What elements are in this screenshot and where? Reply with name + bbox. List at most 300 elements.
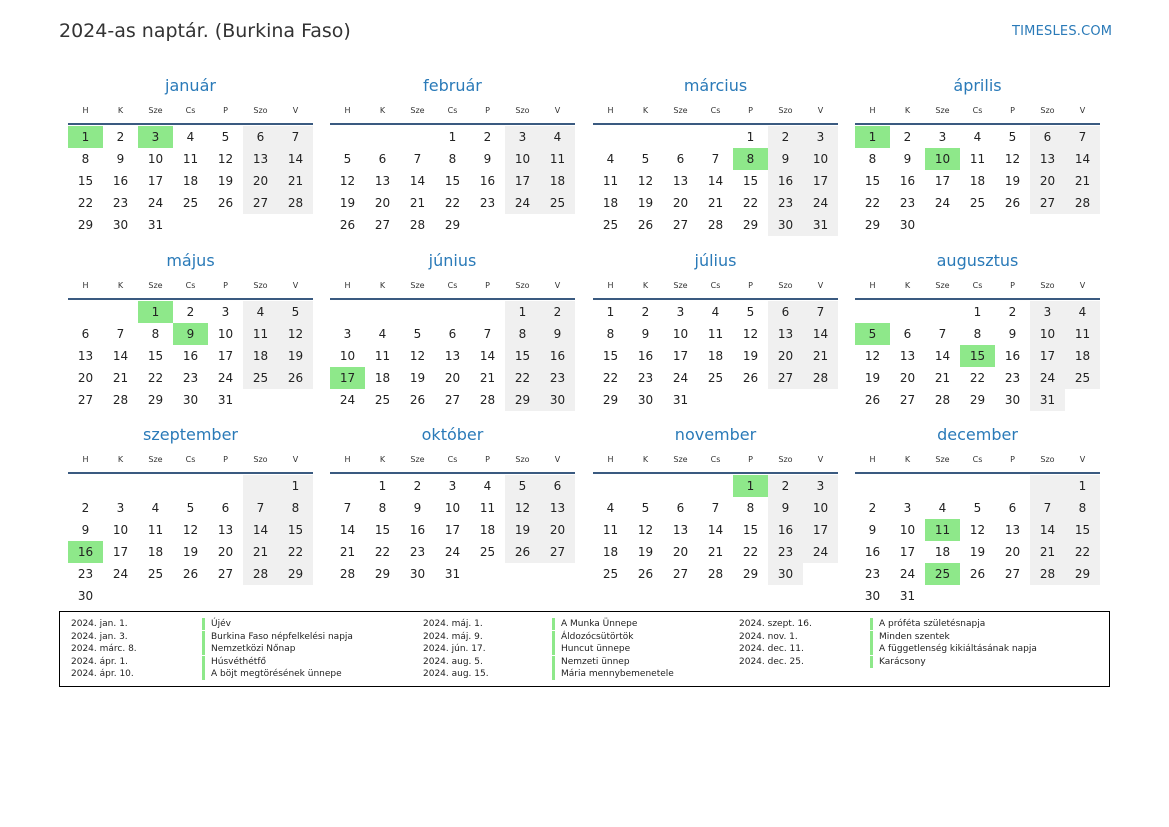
day-cell[interactable]: 16 [68,541,103,563]
day-cell[interactable]: 26 [969,567,986,581]
day-cell[interactable]: 4 [606,152,615,166]
day-cell[interactable]: 31 [672,393,689,407]
day-cell[interactable]: 10 [1030,323,1065,345]
day-cell[interactable]: 1 [278,475,313,497]
day-cell[interactable]: 25 [969,196,986,210]
day-cell[interactable]: 11 [707,327,724,341]
day-cell[interactable]: 24 [934,196,951,210]
day-cell[interactable]: 5 [505,475,540,497]
day-cell[interactable]: 21 [707,196,724,210]
day-cell[interactable]: 26 [637,218,654,232]
day-cell[interactable]: 7 [1065,126,1100,148]
day-cell[interactable]: 12 [1004,152,1021,166]
day-cell[interactable]: 19 [864,371,881,385]
day-cell[interactable]: 29 [147,393,164,407]
day-cell[interactable]: 24 [672,371,689,385]
day-cell[interactable]: 3 [448,479,457,493]
day-cell[interactable]: 22 [742,196,759,210]
day-cell[interactable]: 15 [147,349,164,363]
day-cell[interactable]: 23 [77,567,94,581]
day-cell[interactable]: 26 [742,371,759,385]
day-cell[interactable]: 5 [641,501,650,515]
day-cell[interactable]: 8 [868,152,877,166]
day-cell[interactable]: 15 [444,174,461,188]
day-cell[interactable]: 1 [973,305,982,319]
day-cell[interactable]: 7 [938,327,947,341]
day-cell[interactable]: 31 [147,218,164,232]
day-cell[interactable]: 16 [637,349,654,363]
day-cell[interactable]: 26 [217,196,234,210]
day-cell[interactable]: 16 [409,523,426,537]
day-cell[interactable]: 22 [77,196,94,210]
day-cell[interactable]: 29 [374,567,391,581]
day-cell[interactable]: 2 [768,126,803,148]
day-cell[interactable]: 9 [641,327,650,341]
day-cell[interactable]: 3 [343,327,352,341]
day-cell[interactable]: 16 [768,519,803,541]
day-cell[interactable]: 5 [973,501,982,515]
day-cell[interactable]: 13 [444,349,461,363]
day-cell[interactable]: 1 [448,130,457,144]
day-cell[interactable]: 26 [182,567,199,581]
day-cell[interactable]: 7 [803,301,838,323]
day-cell[interactable]: 25 [1065,367,1100,389]
day-cell[interactable]: 21 [1065,170,1100,192]
day-cell[interactable]: 11 [540,148,575,170]
day-cell[interactable]: 22 [602,371,619,385]
day-cell[interactable]: 31 [803,214,838,236]
day-cell[interactable]: 2 [868,501,877,515]
day-cell[interactable]: 17 [505,170,540,192]
day-cell[interactable]: 17 [672,349,689,363]
day-cell[interactable]: 28 [278,192,313,214]
day-cell[interactable]: 27 [77,393,94,407]
day-cell[interactable]: 8 [973,327,982,341]
day-cell[interactable]: 8 [151,327,160,341]
day-cell[interactable]: 19 [969,545,986,559]
day-cell[interactable]: 3 [221,305,230,319]
day-cell[interactable]: 24 [217,371,234,385]
day-cell[interactable]: 19 [637,196,654,210]
day-cell[interactable]: 13 [1030,148,1065,170]
day-cell[interactable]: 4 [606,501,615,515]
day-cell[interactable]: 9 [903,152,912,166]
day-cell[interactable]: 23 [768,541,803,563]
day-cell[interactable]: 6 [243,126,278,148]
day-cell[interactable]: 21 [707,545,724,559]
day-cell[interactable]: 6 [221,501,230,515]
day-cell[interactable]: 6 [768,301,803,323]
day-cell[interactable]: 2 [116,130,125,144]
day-cell[interactable]: 18 [602,196,619,210]
day-cell[interactable]: 9 [116,152,125,166]
day-cell[interactable]: 18 [479,523,496,537]
day-cell[interactable]: 29 [505,389,540,411]
day-cell[interactable]: 26 [409,393,426,407]
day-cell[interactable]: 10 [925,148,960,170]
day-cell[interactable]: 23 [540,367,575,389]
day-cell[interactable]: 24 [1030,367,1065,389]
day-cell[interactable]: 18 [182,174,199,188]
day-cell[interactable]: 3 [116,501,125,515]
day-cell[interactable]: 12 [339,174,356,188]
day-cell[interactable]: 11 [147,523,164,537]
day-cell[interactable]: 23 [409,545,426,559]
day-cell[interactable]: 12 [409,349,426,363]
day-cell[interactable]: 13 [77,349,94,363]
day-cell[interactable]: 20 [540,519,575,541]
day-cell[interactable]: 11 [374,349,391,363]
day-cell[interactable]: 13 [899,349,916,363]
day-cell[interactable]: 13 [217,523,234,537]
day-cell[interactable]: 10 [803,497,838,519]
day-cell[interactable]: 25 [602,218,619,232]
day-cell[interactable]: 7 [243,497,278,519]
day-cell[interactable]: 7 [116,327,125,341]
day-cell[interactable]: 20 [768,345,803,367]
day-cell[interactable]: 12 [278,323,313,345]
day-cell[interactable]: 27 [243,192,278,214]
brand-link[interactable]: TIMESLES.COM [1012,24,1113,39]
day-cell[interactable]: 2 [81,501,90,515]
day-cell[interactable]: 9 [1008,327,1017,341]
day-cell[interactable]: 15 [278,519,313,541]
day-cell[interactable]: 23 [899,196,916,210]
day-cell[interactable]: 5 [221,130,230,144]
day-cell[interactable]: 20 [444,371,461,385]
day-cell[interactable]: 27 [540,541,575,563]
day-cell[interactable]: 15 [864,174,881,188]
day-cell[interactable]: 2 [641,305,650,319]
day-cell[interactable]: 5 [186,501,195,515]
day-cell[interactable]: 10 [505,148,540,170]
day-cell[interactable]: 20 [77,371,94,385]
day-cell[interactable]: 23 [182,371,199,385]
day-cell[interactable]: 19 [742,349,759,363]
day-cell[interactable]: 11 [969,152,986,166]
day-cell[interactable]: 9 [768,148,803,170]
day-cell[interactable]: 19 [278,345,313,367]
day-cell[interactable]: 7 [278,126,313,148]
day-cell[interactable]: 29 [1065,563,1100,585]
day-cell[interactable]: 26 [1004,196,1021,210]
day-cell[interactable]: 23 [112,196,129,210]
day-cell[interactable]: 19 [182,545,199,559]
day-cell[interactable]: 30 [182,393,199,407]
day-cell[interactable]: 13 [374,174,391,188]
day-cell[interactable]: 23 [479,196,496,210]
day-cell[interactable]: 3 [903,501,912,515]
day-cell[interactable]: 30 [540,389,575,411]
day-cell[interactable]: 3 [505,126,540,148]
day-cell[interactable]: 22 [1065,541,1100,563]
day-cell[interactable]: 21 [409,196,426,210]
day-cell[interactable]: 26 [278,367,313,389]
day-cell[interactable]: 25 [540,192,575,214]
day-cell[interactable]: 27 [672,218,689,232]
day-cell[interactable]: 7 [413,152,422,166]
day-cell[interactable]: 6 [540,475,575,497]
day-cell[interactable]: 15 [602,349,619,363]
day-cell[interactable]: 3 [803,475,838,497]
day-cell[interactable]: 19 [637,545,654,559]
day-cell[interactable]: 21 [1030,541,1065,563]
day-cell[interactable]: 2 [540,301,575,323]
day-cell[interactable]: 17 [803,519,838,541]
day-cell[interactable]: 31 [1030,389,1065,411]
day-cell[interactable]: 27 [672,567,689,581]
day-cell[interactable]: 4 [1065,301,1100,323]
day-cell[interactable]: 30 [1004,393,1021,407]
day-cell[interactable]: 28 [243,563,278,585]
day-cell[interactable]: 1 [138,301,173,323]
day-cell[interactable]: 14 [479,349,496,363]
day-cell[interactable]: 7 [343,501,352,515]
day-cell[interactable]: 26 [339,218,356,232]
day-cell[interactable]: 14 [112,349,129,363]
day-cell[interactable]: 16 [864,545,881,559]
day-cell[interactable]: 20 [1030,170,1065,192]
day-cell[interactable]: 21 [112,371,129,385]
day-cell[interactable]: 25 [182,196,199,210]
day-cell[interactable]: 15 [742,523,759,537]
day-cell[interactable]: 1 [68,126,103,148]
day-cell[interactable]: 10 [444,501,461,515]
day-cell[interactable]: 12 [864,349,881,363]
day-cell[interactable]: 20 [1004,545,1021,559]
day-cell[interactable]: 15 [1065,519,1100,541]
day-cell[interactable]: 14 [339,523,356,537]
day-cell[interactable]: 8 [505,323,540,345]
day-cell[interactable]: 25 [243,367,278,389]
day-cell[interactable]: 4 [483,479,492,493]
day-cell[interactable]: 18 [602,545,619,559]
day-cell[interactable]: 31 [899,589,916,603]
day-cell[interactable]: 28 [1065,192,1100,214]
day-cell[interactable]: 21 [934,371,951,385]
day-cell[interactable]: 30 [899,218,916,232]
day-cell[interactable]: 19 [339,196,356,210]
day-cell[interactable]: 29 [742,218,759,232]
day-cell[interactable]: 21 [243,541,278,563]
day-cell[interactable]: 1 [1065,475,1100,497]
day-cell[interactable]: 16 [1004,349,1021,363]
day-cell[interactable]: 19 [217,174,234,188]
day-cell[interactable]: 15 [374,523,391,537]
day-cell[interactable]: 27 [444,393,461,407]
day-cell[interactable]: 25 [479,545,496,559]
day-cell[interactable]: 16 [479,174,496,188]
day-cell[interactable]: 18 [934,545,951,559]
day-cell[interactable]: 16 [182,349,199,363]
day-cell[interactable]: 8 [448,152,457,166]
day-cell[interactable]: 3 [803,126,838,148]
day-cell[interactable]: 8 [1065,497,1100,519]
day-cell[interactable]: 18 [707,349,724,363]
day-cell[interactable]: 22 [505,367,540,389]
day-cell[interactable]: 5 [278,301,313,323]
day-cell[interactable]: 6 [1008,501,1017,515]
day-cell[interactable]: 20 [217,545,234,559]
day-cell[interactable]: 31 [444,567,461,581]
day-cell[interactable]: 24 [112,567,129,581]
day-cell[interactable]: 8 [278,497,313,519]
day-cell[interactable]: 11 [182,152,199,166]
day-cell[interactable]: 26 [637,567,654,581]
day-cell[interactable]: 9 [173,323,208,345]
day-cell[interactable]: 27 [899,393,916,407]
day-cell[interactable]: 23 [1004,371,1021,385]
day-cell[interactable]: 28 [409,218,426,232]
day-cell[interactable]: 19 [1004,174,1021,188]
day-cell[interactable]: 1 [855,126,890,148]
day-cell[interactable]: 14 [243,519,278,541]
day-cell[interactable]: 22 [444,196,461,210]
day-cell[interactable]: 17 [147,174,164,188]
day-cell[interactable]: 11 [602,174,619,188]
day-cell[interactable]: 22 [147,371,164,385]
day-cell[interactable]: 14 [278,148,313,170]
day-cell[interactable]: 18 [969,174,986,188]
day-cell[interactable]: 12 [182,523,199,537]
day-cell[interactable]: 9 [868,523,877,537]
day-cell[interactable]: 3 [1030,301,1065,323]
day-cell[interactable]: 25 [707,371,724,385]
day-cell[interactable]: 24 [899,567,916,581]
day-cell[interactable]: 18 [147,545,164,559]
day-cell[interactable]: 28 [112,393,129,407]
day-cell[interactable]: 12 [742,327,759,341]
day-cell[interactable]: 15 [505,345,540,367]
day-cell[interactable]: 27 [374,218,391,232]
day-cell[interactable]: 17 [444,523,461,537]
day-cell[interactable]: 20 [672,196,689,210]
day-cell[interactable]: 14 [409,174,426,188]
day-cell[interactable]: 30 [77,589,94,603]
day-cell[interactable]: 9 [413,501,422,515]
day-cell[interactable]: 21 [278,170,313,192]
day-cell[interactable]: 17 [330,367,365,389]
day-cell[interactable]: 26 [864,393,881,407]
day-cell[interactable]: 4 [973,130,982,144]
day-cell[interactable]: 22 [374,545,391,559]
day-cell[interactable]: 11 [479,501,496,515]
day-cell[interactable]: 30 [768,214,803,236]
day-cell[interactable]: 2 [186,305,195,319]
day-cell[interactable]: 3 [938,130,947,144]
day-cell[interactable]: 16 [112,174,129,188]
day-cell[interactable]: 12 [637,523,654,537]
day-cell[interactable]: 17 [934,174,951,188]
day-cell[interactable]: 29 [444,218,461,232]
day-cell[interactable]: 12 [505,497,540,519]
day-cell[interactable]: 28 [934,393,951,407]
day-cell[interactable]: 4 [938,501,947,515]
day-cell[interactable]: 6 [676,501,685,515]
day-cell[interactable]: 11 [1065,323,1100,345]
day-cell[interactable]: 15 [742,174,759,188]
day-cell[interactable]: 25 [925,563,960,585]
day-cell[interactable]: 17 [217,349,234,363]
day-cell[interactable]: 28 [803,367,838,389]
day-cell[interactable]: 1 [505,301,540,323]
day-cell[interactable]: 22 [278,541,313,563]
day-cell[interactable]: 22 [742,545,759,559]
day-cell[interactable]: 22 [864,196,881,210]
day-cell[interactable]: 12 [969,523,986,537]
day-cell[interactable]: 15 [77,174,94,188]
day-cell[interactable]: 21 [479,371,496,385]
day-cell[interactable]: 20 [374,196,391,210]
day-cell[interactable]: 20 [899,371,916,385]
day-cell[interactable]: 15 [960,345,995,367]
day-cell[interactable]: 1 [733,475,768,497]
day-cell[interactable]: 7 [711,501,720,515]
day-cell[interactable]: 25 [374,393,391,407]
day-cell[interactable]: 4 [151,501,160,515]
day-cell[interactable]: 2 [1008,305,1017,319]
day-cell[interactable]: 18 [243,345,278,367]
day-cell[interactable]: 6 [676,152,685,166]
day-cell[interactable]: 17 [112,545,129,559]
day-cell[interactable]: 9 [483,152,492,166]
day-cell[interactable]: 6 [448,327,457,341]
day-cell[interactable]: 13 [672,523,689,537]
day-cell[interactable]: 9 [768,497,803,519]
day-cell[interactable]: 1 [606,305,615,319]
day-cell[interactable]: 23 [637,371,654,385]
day-cell[interactable]: 11 [602,523,619,537]
day-cell[interactable]: 29 [278,563,313,585]
day-cell[interactable]: 29 [864,218,881,232]
day-cell[interactable]: 9 [540,323,575,345]
day-cell[interactable]: 10 [899,523,916,537]
day-cell[interactable]: 14 [707,523,724,537]
day-cell[interactable]: 16 [899,174,916,188]
day-cell[interactable]: 6 [378,152,387,166]
day-cell[interactable]: 14 [1065,148,1100,170]
day-cell[interactable]: 7 [711,152,720,166]
day-cell[interactable]: 26 [505,541,540,563]
day-cell[interactable]: 30 [637,393,654,407]
day-cell[interactable]: 28 [707,218,724,232]
day-cell[interactable]: 6 [81,327,90,341]
day-cell[interactable]: 28 [1030,563,1065,585]
day-cell[interactable]: 8 [746,501,755,515]
day-cell[interactable]: 24 [803,192,838,214]
day-cell[interactable]: 22 [969,371,986,385]
day-cell[interactable]: 8 [606,327,615,341]
day-cell[interactable]: 13 [768,323,803,345]
day-cell[interactable]: 20 [672,545,689,559]
day-cell[interactable]: 10 [217,327,234,341]
day-cell[interactable]: 28 [707,567,724,581]
day-cell[interactable]: 3 [676,305,685,319]
day-cell[interactable]: 18 [540,170,575,192]
day-cell[interactable]: 2 [768,475,803,497]
day-cell[interactable]: 8 [733,148,768,170]
day-cell[interactable]: 29 [969,393,986,407]
day-cell[interactable]: 17 [803,170,838,192]
day-cell[interactable]: 28 [479,393,496,407]
day-cell[interactable]: 8 [81,152,90,166]
day-cell[interactable]: 1 [746,130,755,144]
day-cell[interactable]: 10 [803,148,838,170]
day-cell[interactable]: 24 [147,196,164,210]
day-cell[interactable]: 8 [378,501,387,515]
day-cell[interactable]: 13 [243,148,278,170]
day-cell[interactable]: 13 [1004,523,1021,537]
